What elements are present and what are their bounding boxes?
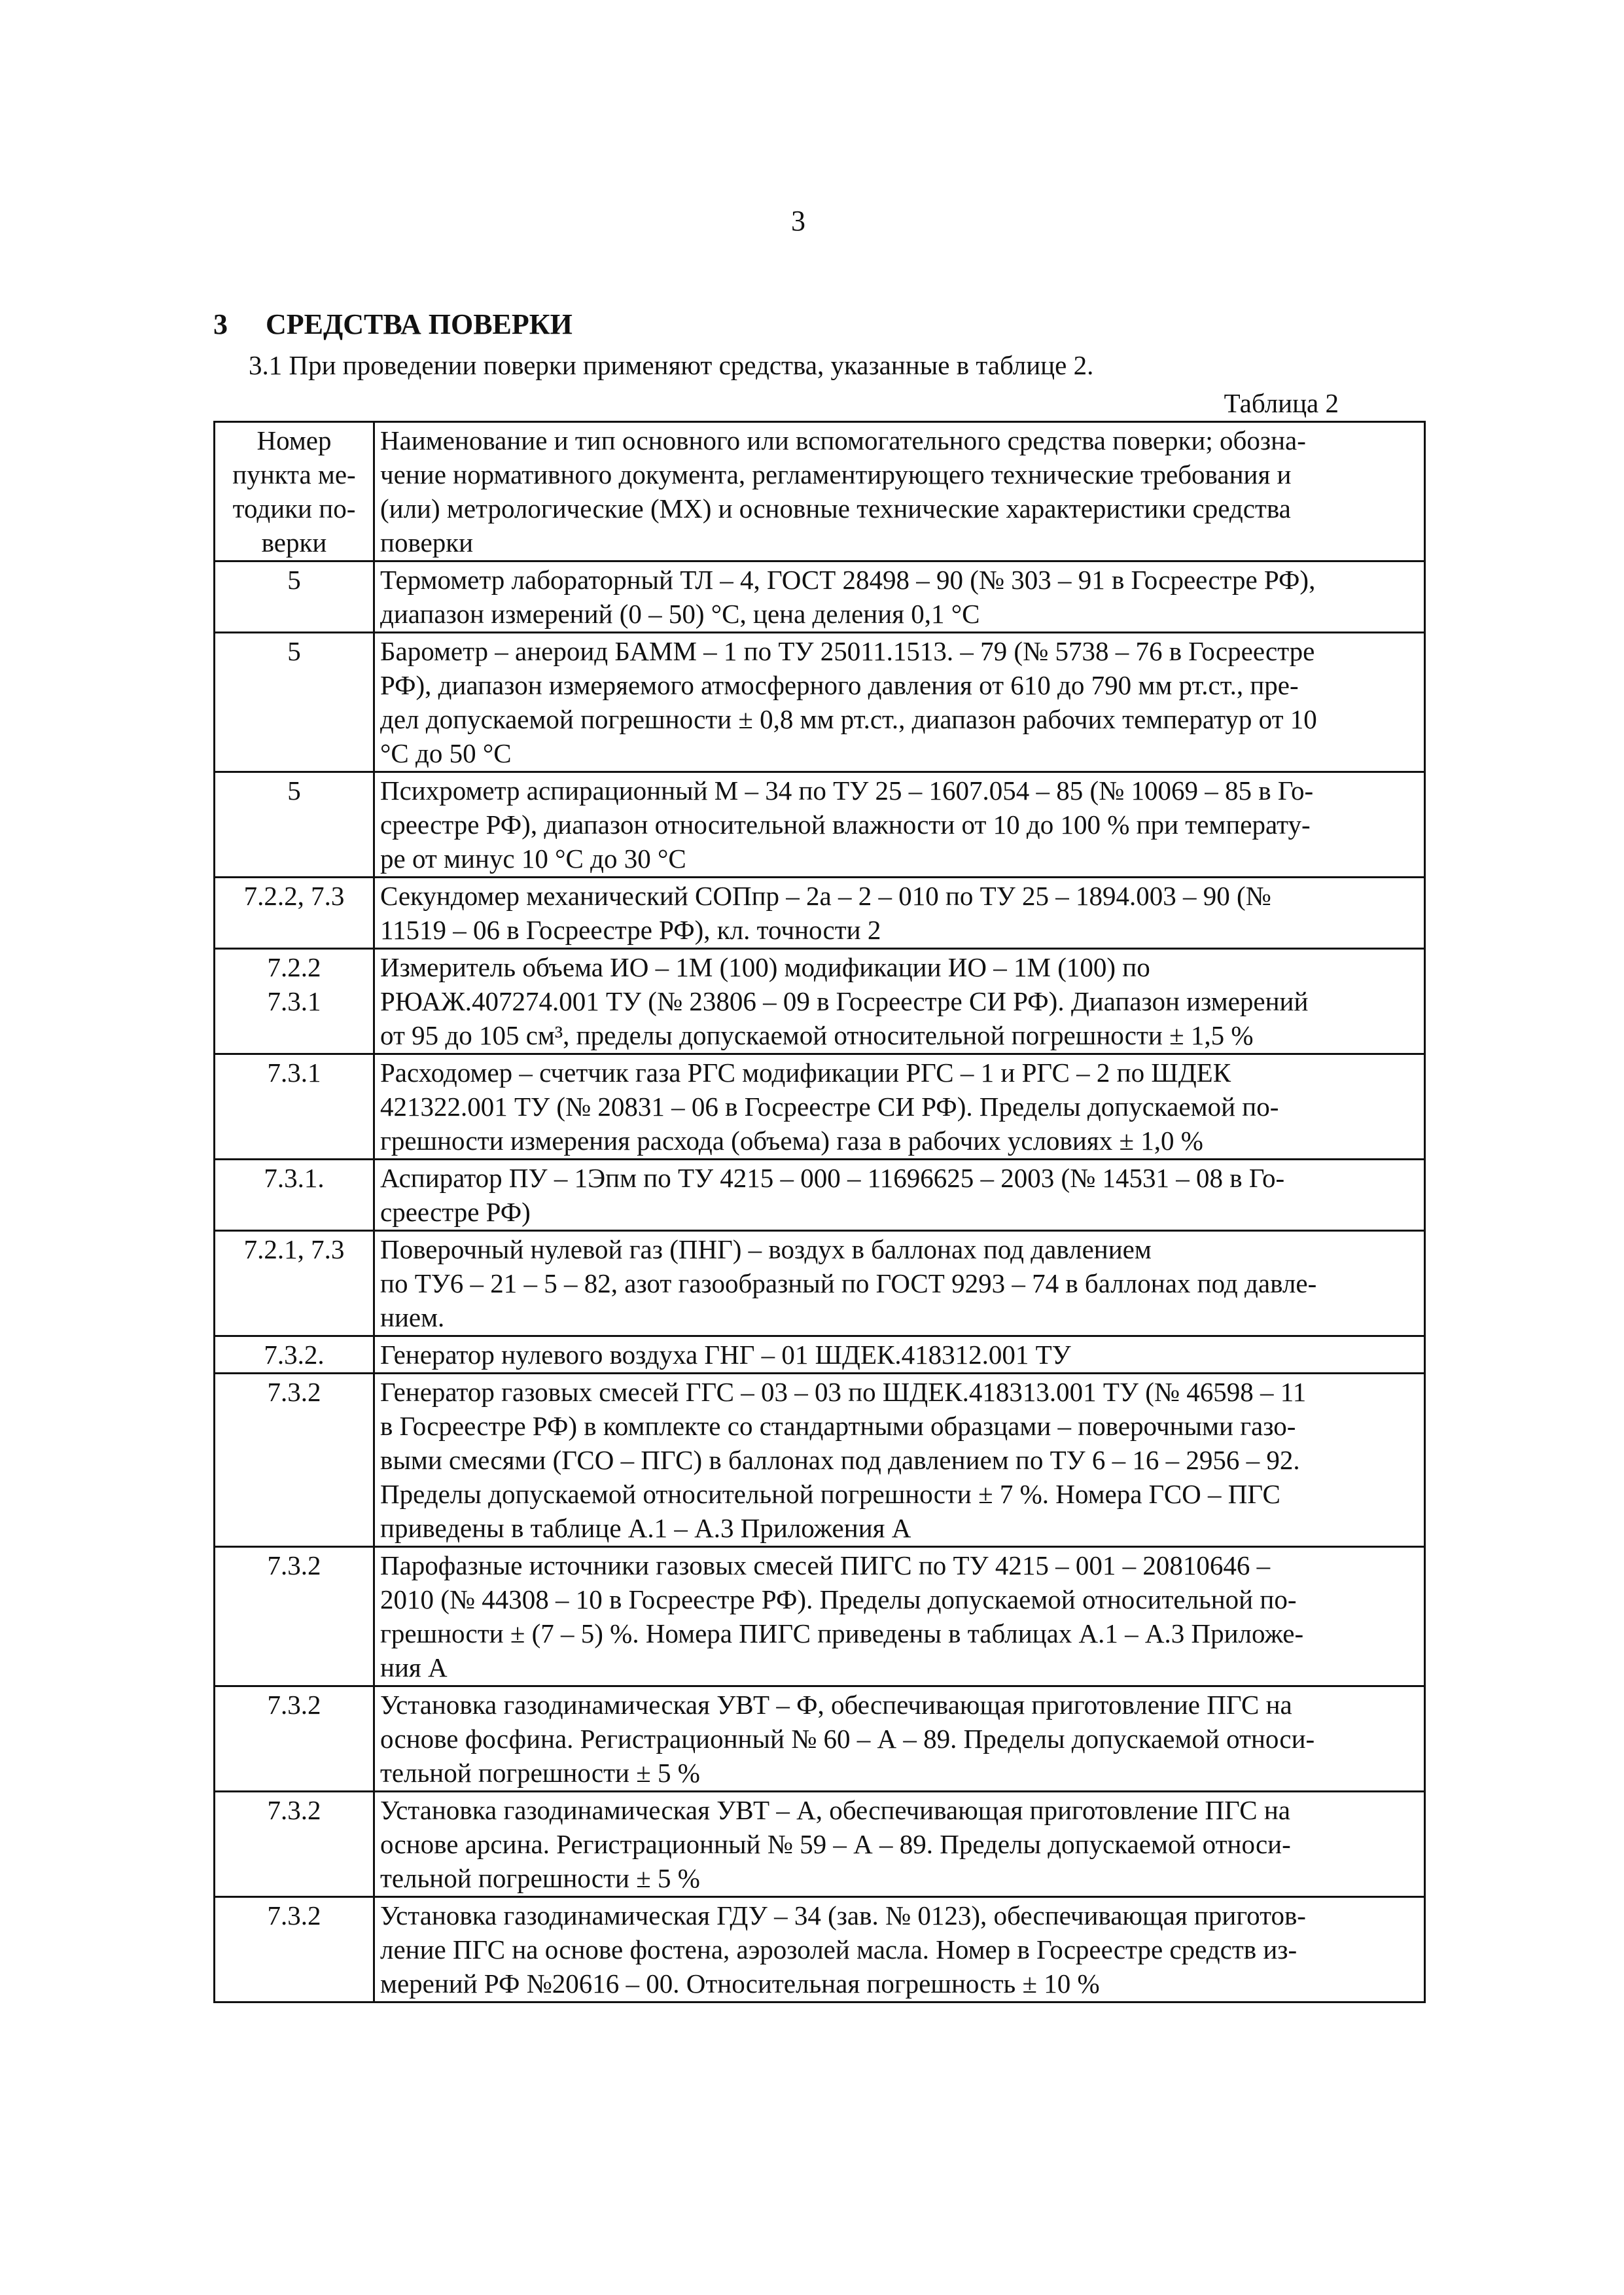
row-description-cell: Расходомер – счетчик газа РГС модификации РГС – 1 и РГС – 2 по ШДЕК 421322.001 ТУ (№ 20831 – 06 в Госреестре СИ РФ). Пределы допускаемой по- грешности измерения расхода (объема) газа в рабочих условиях ± 1,0 %: [374, 1054, 1425, 1160]
table-row: [215, 1686, 1425, 1792]
table-row: [215, 1336, 1425, 1374]
row-description-cell: Термометр лабораторный ТЛ – 4, ГОСТ 28498 – 90 (№ 303 – 91 в Госреестре РФ), диапазон измерений (0 – 50) °С, цена деления 0,1 °С: [374, 561, 1425, 633]
table-row: [215, 1231, 1425, 1336]
row-description-cell: Секундомер механический СОПпр – 2а – 2 – 010 по ТУ 25 – 1894.003 – 90 (№ 11519 – 06 в Госреестре РФ), кл. точности 2: [374, 878, 1425, 949]
table-header-row: [215, 422, 1425, 561]
row-description-cell: Аспиратор ПУ – 1Эпм по ТУ 4215 – 000 – 11696625 – 2003 (№ 14531 – 08 в Го- среестре РФ): [374, 1160, 1425, 1231]
row-number-cell: 7.3.1: [215, 1054, 374, 1160]
section-number: 3: [213, 308, 228, 340]
table-row: [215, 1054, 1425, 1160]
row-number-cell: 7.3.2: [215, 1792, 374, 1897]
table-row: [215, 1792, 1425, 1897]
row-number-cell: 7.2.2, 7.3: [215, 878, 374, 949]
row-number-cell: 7.3.2.: [215, 1336, 374, 1374]
header-number: Номер пункта ме- тодики по- верки: [215, 422, 374, 561]
table-row: [215, 1547, 1425, 1686]
table-caption: Таблица 2: [1224, 388, 1339, 418]
row-description-cell: Установка газодинамическая УВТ – А, обеспечивающая приготовление ПГС на основе арсина. Регистрационный № 59 – А – 89. Пределы допускаемой относи- тельной погрешности ± 5 %: [374, 1792, 1425, 1897]
row-number-cell: 7.3.2: [215, 1374, 374, 1547]
row-description-cell: Установка газодинамическая ГДУ – 34 (зав. № 0123), обеспечивающая приготов- ление ПГС на основе фостена, аэрозолей масла. Номер в Госреестре средств из- мерений РФ №20616 – 00. Относительная погрешность ± 10 %: [374, 1897, 1425, 2002]
row-number-cell: 5: [215, 561, 374, 633]
section-heading: [213, 308, 573, 341]
row-number-cell: 7.3.2: [215, 1897, 374, 2002]
intro-paragraph: 3.1 При проведении поверки применяют средства, указанные в таблице 2.: [249, 350, 1094, 380]
row-description-cell: Измеритель объема ИО – 1М (100) модификации ИО – 1М (100) по РЮАЖ.407274.001 ТУ (№ 23806 – 09 в Госреестре СИ РФ). Диапазон измерений от 95 до 105 см³, пределы допускаемой относительной погрешности ± 1,5 %: [374, 949, 1425, 1054]
row-description-cell: Барометр – анероид БАММ – 1 по ТУ 25011.1513. – 79 (№ 5738 – 76 в Госреестре РФ), диапазон измеряемого атмосферного давления от 610 до 790 мм рт.ст., пре- дел допускаемой погрешности ± 0,8 мм рт.ст., диапазон рабочих температур от 10 °С до 50 °С: [374, 633, 1425, 772]
row-number-cell: 5: [215, 633, 374, 772]
table-row: [215, 949, 1425, 1054]
table-row: [215, 1897, 1425, 2002]
page-number: 3: [791, 205, 805, 237]
row-description-cell: Психрометр аспирационный М – 34 по ТУ 25 – 1607.054 – 85 (№ 10069 – 85 в Го- среестре РФ), диапазон относительной влажности от 10 до 100 % при температу- ре от минус 10 °С до 30 °С: [374, 772, 1425, 878]
table-row: [215, 878, 1425, 949]
table-row: [215, 561, 1425, 633]
table-row: [215, 1374, 1425, 1547]
row-number-cell: 7.2.2 7.3.1: [215, 949, 374, 1054]
row-description-cell: Парофазные источники газовых смесей ПИГС по ТУ 4215 – 001 – 20810646 – 2010 (№ 44308 – 10 в Госреестре РФ). Пределы допускаемой относительной по- грешности ± (7 – 5) %. Номера ПИГС приведены в таблицах А.1 – А.3 Приложе- ния А: [374, 1547, 1425, 1686]
row-description-cell: Установка газодинамическая УВТ – Ф, обеспечивающая приготовление ПГС на основе фосфина. Регистрационный № 60 – А – 89. Пределы допускаемой относи- тельной погрешности ± 5 %: [374, 1686, 1425, 1792]
table-body: [215, 561, 1425, 2002]
section-title: СРЕДСТВА ПОВЕРКИ: [266, 308, 573, 340]
table-row: [215, 772, 1425, 878]
row-number-cell: 7.3.2: [215, 1547, 374, 1686]
row-description-cell: Поверочный нулевой газ (ПНГ) – воздух в баллонах под давлением по ТУ6 – 21 – 5 – 82, азот газообразный по ГОСТ 9293 – 74 в баллонах под давле- нием.: [374, 1231, 1425, 1336]
table-row: [215, 1160, 1425, 1231]
table-row: [215, 633, 1425, 772]
row-description-cell: Генератор нулевого воздуха ГНГ – 01 ШДЕК.418312.001 ТУ: [374, 1336, 1425, 1374]
verification-tools-table: [213, 421, 1426, 2003]
row-number-cell: 7.3.1.: [215, 1160, 374, 1231]
header-description: Наименование и тип основного или вспомогательного средства поверки; обозна- чение нормативного документа, регламентирующего технические требования и (или) метрологические (МХ) и основные технические характеристики средства поверки: [374, 422, 1425, 561]
row-number-cell: 7.2.1, 7.3: [215, 1231, 374, 1336]
row-number-cell: 5: [215, 772, 374, 878]
row-description-cell: Генератор газовых смесей ГГС – 03 – 03 по ШДЕК.418313.001 ТУ (№ 46598 – 11 в Госреестре РФ) в комплекте со стандартными образцами – поверочными газо- выми смесями (ГСО – ПГС) в баллонах под давлением по ТУ 6 – 16 – 2956 – 92. Пределы допускаемой относительной погрешности ± 7 %. Номера ГСО – ПГС приведены в таблице А.1 – А.3 Приложения А: [374, 1374, 1425, 1547]
row-number-cell: 7.3.2: [215, 1686, 374, 1792]
